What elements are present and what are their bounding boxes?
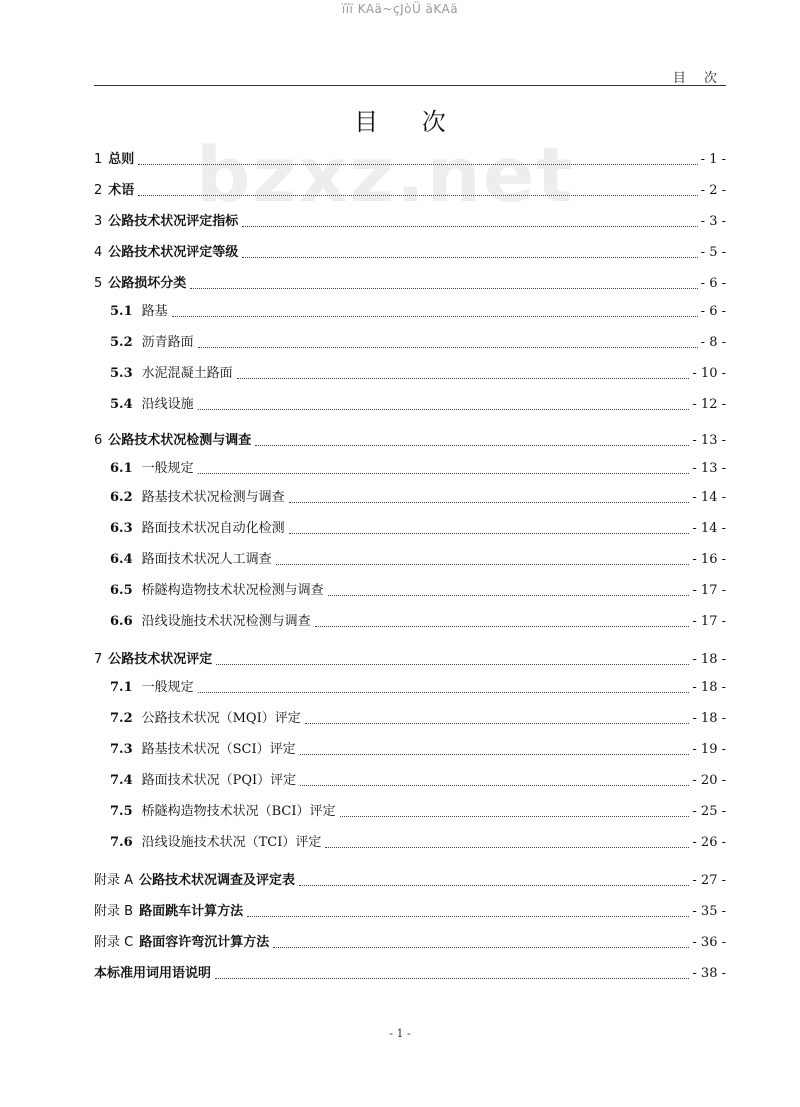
toc-entry-label: 路基技术状况（SCI）评定 bbox=[141, 742, 296, 757]
toc-entry-page: - 13 - bbox=[692, 433, 726, 448]
toc-subsection-entry[interactable] bbox=[110, 797, 726, 821]
toc-dot-leader bbox=[216, 664, 689, 665]
toc-entry-page: - 12 - bbox=[692, 397, 726, 412]
toc-entry-page: - 3 - bbox=[700, 214, 726, 229]
toc-entry-label: 路基 bbox=[141, 304, 168, 319]
toc-entry-page: - 19 - bbox=[692, 742, 726, 757]
toc-section-entry[interactable] bbox=[94, 959, 726, 983]
toc-section-entry[interactable] bbox=[94, 238, 726, 262]
toc-entry-page: - 36 - bbox=[692, 935, 726, 950]
toc-dot-leader bbox=[198, 409, 690, 410]
toc-dot-leader bbox=[255, 445, 689, 446]
toc-dot-leader bbox=[242, 257, 697, 258]
toc-section-entry[interactable] bbox=[94, 176, 726, 200]
toc-entry-page: - 13 - bbox=[692, 461, 726, 476]
toc-entry-label: 公路技术状况评定 bbox=[108, 652, 213, 667]
toc-entry-label: 一般规定 bbox=[141, 461, 194, 476]
toc-entry-page: - 25 - bbox=[692, 804, 726, 819]
page-title: 目 次 bbox=[354, 108, 464, 136]
toc-entry-number: 7.1 bbox=[110, 680, 133, 695]
toc-entry-page: - 6 - bbox=[700, 304, 726, 319]
toc-entry-page: - 18 - bbox=[692, 652, 726, 667]
toc-entry-label: 公路技术状况（MQI）评定 bbox=[141, 711, 301, 726]
toc-entry-page: - 8 - bbox=[700, 335, 726, 350]
toc-entry-label: 公路技术状况评定指标 bbox=[108, 214, 239, 229]
toc-entry-label: 路面容许弯沉计算方法 bbox=[139, 935, 270, 950]
toc-entry-page: - 20 - bbox=[692, 773, 726, 788]
toc-entry-number: 6.4 bbox=[110, 552, 133, 567]
toc-dot-leader bbox=[276, 564, 690, 565]
toc-section-entry[interactable] bbox=[94, 866, 726, 890]
toc-dot-leader bbox=[300, 754, 690, 755]
toc-entry-label: 公路损坏分类 bbox=[108, 276, 187, 291]
header-scan-text: ïïï KAä~çJòÜ äKAä bbox=[341, 2, 459, 16]
toc-dot-leader bbox=[289, 533, 690, 534]
toc-entry-number: 7.2 bbox=[110, 711, 133, 726]
toc-entry-label: 公路技术状况评定等级 bbox=[108, 245, 239, 260]
toc-dot-leader bbox=[247, 916, 689, 917]
toc-dot-leader bbox=[299, 885, 689, 886]
toc-dot-leader bbox=[305, 723, 690, 724]
toc-dot-leader bbox=[172, 316, 698, 317]
toc-entry-number: 附录 B bbox=[94, 904, 134, 919]
toc-entry-number: 3 bbox=[94, 214, 103, 229]
toc-dot-leader bbox=[198, 473, 690, 474]
toc-dot-leader bbox=[215, 978, 689, 979]
toc-section-entry[interactable] bbox=[94, 426, 726, 450]
toc-entry-number: 2 bbox=[94, 183, 103, 198]
toc-dot-leader bbox=[289, 502, 690, 503]
toc-entry-label: 公路技术状况检测与调查 bbox=[108, 433, 252, 448]
toc-section-entry[interactable] bbox=[94, 897, 726, 921]
toc-entry-label: 公路技术状况调查及评定表 bbox=[139, 873, 296, 888]
toc-entry-label: 沿线设施技术状况（TCI）评定 bbox=[141, 835, 322, 850]
toc-entry-label: 沿线设施 bbox=[141, 397, 194, 412]
header-rule bbox=[94, 85, 726, 86]
toc-section-entry[interactable] bbox=[94, 145, 726, 169]
toc-dot-leader bbox=[198, 692, 690, 693]
toc-entry-page: - 18 - bbox=[692, 680, 726, 695]
toc-subsection-entry[interactable] bbox=[110, 359, 726, 383]
toc-section-entry[interactable] bbox=[94, 645, 726, 669]
toc-subsection-entry[interactable] bbox=[110, 607, 726, 631]
toc-dot-leader bbox=[328, 595, 690, 596]
toc-dot-leader bbox=[198, 347, 698, 348]
toc-dot-leader bbox=[237, 378, 690, 379]
toc-entry-label: 路面技术状况自动化检测 bbox=[141, 521, 285, 536]
toc-subsection-entry[interactable] bbox=[110, 390, 726, 414]
toc-entry-label: 水泥混凝土路面 bbox=[141, 366, 233, 381]
page-number: - 1 - bbox=[389, 1027, 411, 1040]
toc-entry-number: 6.1 bbox=[110, 461, 133, 476]
toc-dot-leader bbox=[340, 816, 690, 817]
toc-entry-label: 沥青路面 bbox=[141, 335, 194, 350]
toc-entry-label: 一般规定 bbox=[141, 680, 194, 695]
toc-subsection-entry[interactable] bbox=[110, 328, 726, 352]
toc-entry-number: 6 bbox=[94, 433, 103, 448]
toc-entry-label: 路面技术状况人工调查 bbox=[141, 552, 272, 567]
toc-entry-label: 总则 bbox=[108, 152, 135, 167]
toc-subsection-entry[interactable] bbox=[110, 673, 726, 697]
toc-subsection-entry[interactable] bbox=[110, 735, 726, 759]
toc-entry-label: 路面跳车计算方法 bbox=[139, 904, 244, 919]
toc-entry-number: 6.3 bbox=[110, 521, 133, 536]
toc-section-entry[interactable] bbox=[94, 207, 726, 231]
toc-dot-leader bbox=[300, 785, 689, 786]
toc-entry-label: 桥隧构造物技术状况（BCI）评定 bbox=[141, 804, 336, 819]
toc-subsection-entry[interactable] bbox=[110, 704, 726, 728]
toc-entry-page: - 14 - bbox=[692, 490, 726, 505]
toc-section-entry[interactable] bbox=[94, 928, 726, 952]
toc-entry-page: - 17 - bbox=[692, 583, 726, 598]
toc-subsection-entry[interactable] bbox=[110, 828, 726, 852]
toc-dot-leader bbox=[138, 164, 697, 165]
toc-entry-label: 沿线设施技术状况检测与调查 bbox=[141, 614, 311, 629]
toc-entry-number: 5.1 bbox=[110, 304, 133, 319]
toc-entry-page: - 16 - bbox=[692, 552, 726, 567]
toc-entry-number: 5 bbox=[94, 276, 103, 291]
toc-dot-leader bbox=[315, 626, 690, 627]
toc-entry-page: - 2 - bbox=[700, 183, 726, 198]
toc-entry-page: - 5 - bbox=[700, 245, 726, 260]
toc-entry-number: 5.2 bbox=[110, 335, 133, 350]
toc-entry-number: 7.4 bbox=[110, 773, 133, 788]
toc-entry-page: - 35 - bbox=[692, 904, 726, 919]
toc-entry-number: 6.2 bbox=[110, 490, 133, 505]
toc-dot-leader bbox=[273, 947, 689, 948]
toc-entry-number: 附录 C bbox=[94, 935, 134, 950]
toc-entry-label: 桥隧构造物技术状况检测与调查 bbox=[141, 583, 324, 598]
toc-entry-number: 7.5 bbox=[110, 804, 133, 819]
toc-subsection-entry[interactable] bbox=[110, 545, 726, 569]
toc-dot-leader bbox=[190, 288, 697, 289]
toc-entry-label: 本标准用词用语说明 bbox=[94, 966, 212, 981]
toc-entry-number: 6.6 bbox=[110, 614, 133, 629]
toc-entry-number: 6.5 bbox=[110, 583, 133, 598]
toc-section-entry[interactable] bbox=[94, 269, 726, 293]
toc-entry-number: 附录 A bbox=[94, 873, 134, 888]
toc-entry-page: - 1 - bbox=[700, 152, 726, 167]
toc-dot-leader bbox=[242, 226, 697, 227]
toc-entry-page: - 6 - bbox=[700, 276, 726, 291]
toc-subsection-entry[interactable] bbox=[110, 514, 726, 538]
toc-subsection-entry[interactable] bbox=[110, 576, 726, 600]
toc-entry-number: 7.6 bbox=[110, 835, 133, 850]
toc-dot-leader bbox=[325, 847, 689, 848]
toc-entry-page: - 27 - bbox=[692, 873, 726, 888]
toc-entry-label: 术语 bbox=[108, 183, 135, 198]
toc-subsection-entry[interactable] bbox=[110, 297, 726, 321]
toc-entry-number: 7 bbox=[94, 652, 103, 667]
toc-entry-page: - 10 - bbox=[692, 366, 726, 381]
toc-entry-number: 4 bbox=[94, 245, 103, 260]
toc-entry-page: - 17 - bbox=[692, 614, 726, 629]
toc-entry-page: - 18 - bbox=[692, 711, 726, 726]
toc-dot-leader bbox=[138, 195, 697, 196]
toc-subsection-entry[interactable] bbox=[110, 454, 726, 478]
toc-subsection-entry[interactable] bbox=[110, 483, 726, 507]
toc-entry-number: 1 bbox=[94, 152, 103, 167]
toc-entry-page: - 14 - bbox=[692, 521, 726, 536]
toc-subsection-entry[interactable] bbox=[110, 766, 726, 790]
toc-entry-label: 路基技术状况检测与调查 bbox=[141, 490, 285, 505]
toc-entry-label: 路面技术状况（PQI）评定 bbox=[141, 773, 297, 788]
toc-entry-number: 5.4 bbox=[110, 397, 133, 412]
watermark: bzxz.net bbox=[196, 130, 575, 219]
toc-entry-page: - 38 - bbox=[692, 966, 726, 981]
running-head: 目 次 bbox=[672, 71, 724, 86]
toc-entry-number: 7.3 bbox=[110, 742, 133, 757]
toc-entry-page: - 26 - bbox=[692, 835, 726, 850]
toc-entry-number: 5.3 bbox=[110, 366, 133, 381]
